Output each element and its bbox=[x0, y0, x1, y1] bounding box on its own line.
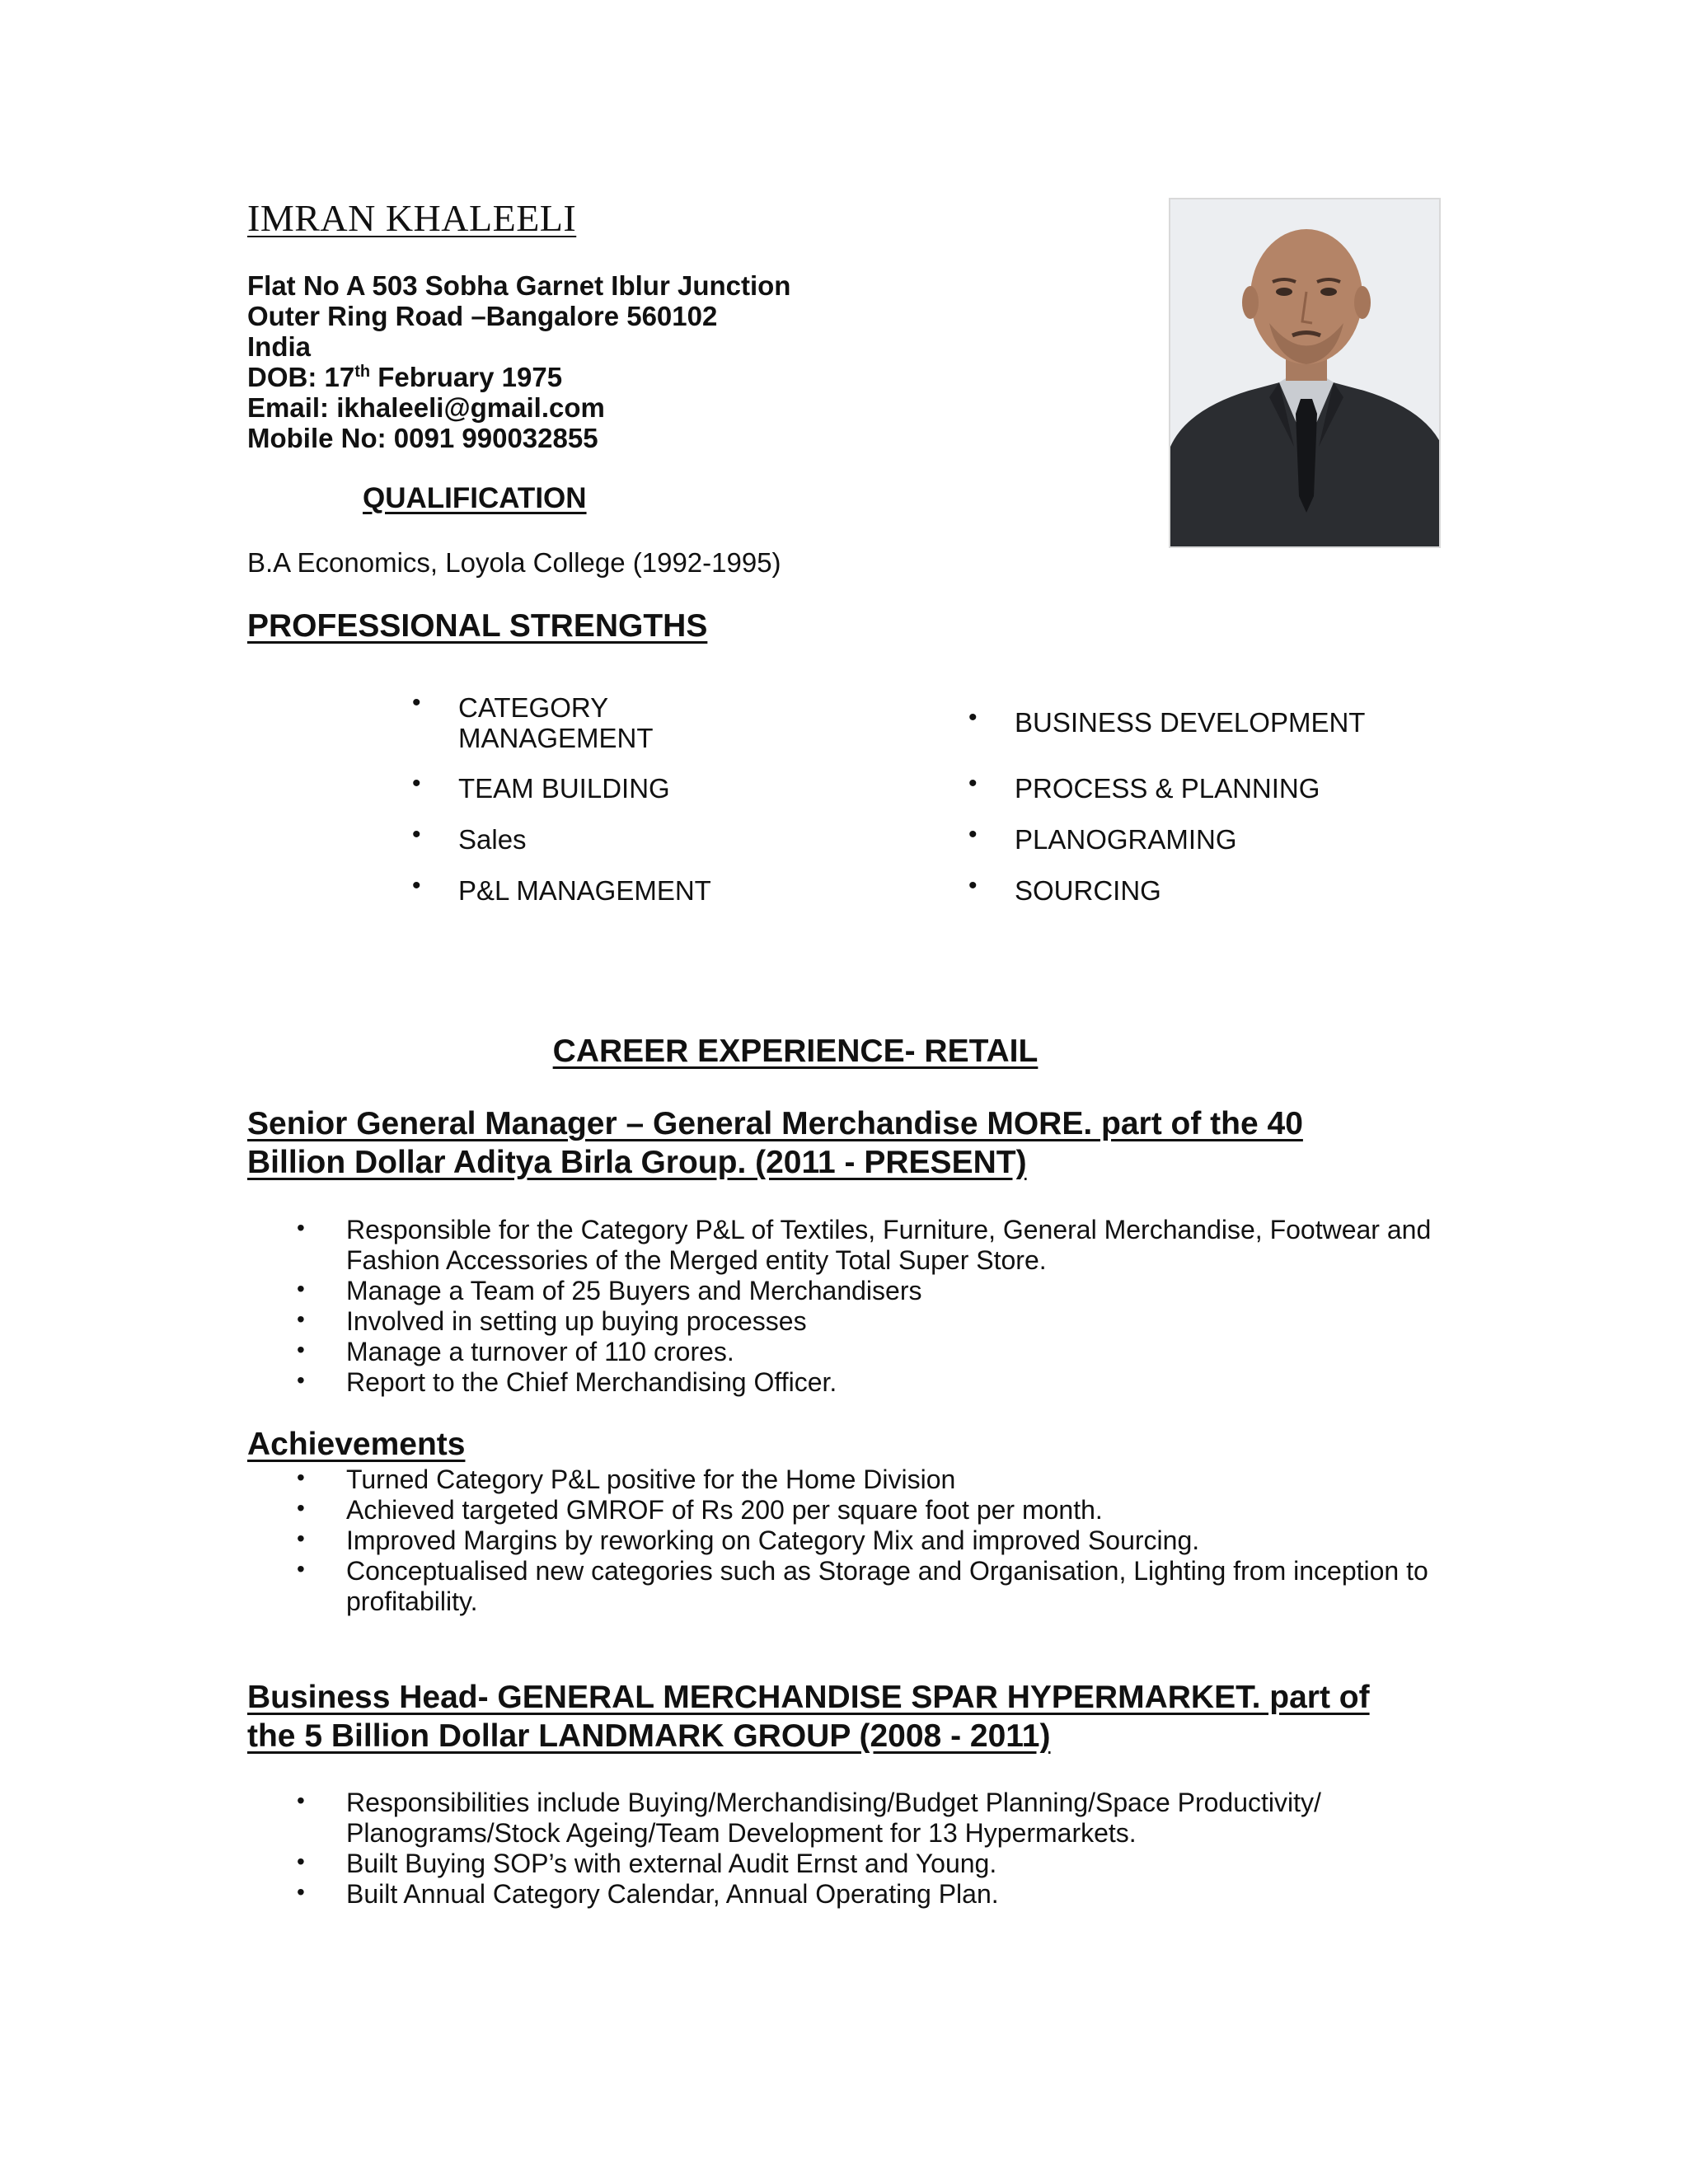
date-of-birth: DOB: 17th February 1975 bbox=[247, 362, 563, 392]
job1-responsibilities bbox=[297, 1215, 1442, 1398]
bullet: • bbox=[968, 770, 978, 797]
achievements-heading: Achievements bbox=[247, 1427, 466, 1462]
bullet: • bbox=[412, 770, 421, 797]
list-item: • Improved Margins by reworking on Category Mix and improved Sourcing. bbox=[346, 1526, 1442, 1556]
job2-responsibilities bbox=[297, 1788, 1442, 1910]
list-item: • Built Buying SOP’s with external Audit Ernst and Young. bbox=[346, 1849, 1442, 1879]
bullet: • bbox=[297, 1306, 305, 1332]
bullet: • bbox=[412, 821, 421, 848]
strength-item: • Sales bbox=[412, 821, 527, 855]
list-item: • Conceptualised new categories such as Storage and Organisation, Lighting from inception to profitability. bbox=[346, 1556, 1442, 1617]
qualification-text: B.A Economics, Loyola College (1992-1995) bbox=[247, 547, 781, 578]
bullet: • bbox=[297, 1465, 305, 1490]
job-title-more: Senior General Manager – General Merchandise MORE. part of the 40 Billion Dollar Aditya Birla Group. (2011 - PRESENT) bbox=[247, 1106, 1303, 1180]
list-item: • Turned Category P&L positive for the Home Division bbox=[346, 1465, 1442, 1495]
mobile-number: Mobile No: 0091 990032855 bbox=[247, 423, 598, 453]
bullet: • bbox=[297, 1276, 305, 1301]
candidate-name: IMRAN KHALEELI bbox=[247, 197, 577, 239]
contact-block bbox=[247, 270, 790, 453]
strength-item: • PROCESS & PLANNING bbox=[968, 770, 1320, 804]
email: Email: ikhaleeli@gmail.com bbox=[247, 392, 605, 423]
bullet: • bbox=[297, 1337, 305, 1362]
achievements-list bbox=[297, 1465, 1442, 1617]
bullet: • bbox=[968, 821, 978, 848]
bullet: • bbox=[968, 704, 978, 731]
bullet: • bbox=[968, 872, 978, 899]
bullet: • bbox=[297, 1788, 305, 1813]
strengths-heading: PROFESSIONAL STRENGTHS bbox=[247, 608, 708, 644]
list-item: • Built Annual Category Calendar, Annual Operating Plan. bbox=[346, 1879, 1442, 1910]
bullet: • bbox=[297, 1879, 305, 1905]
job-title-spar: Business Head- GENERAL MERCHANDISE SPAR HYPERMARKET. part of the 5 Billion Dollar LANDMARK GROUP (2008 - 2011) bbox=[247, 1680, 1370, 1754]
strength-item: • SOURCING bbox=[968, 872, 1161, 906]
profile-photo bbox=[1169, 198, 1441, 548]
list-item: • Manage a Team of 25 Buyers and Merchandisers bbox=[346, 1276, 1442, 1306]
list-item: • Achieved targeted GMROF of Rs 200 per square foot per month. bbox=[346, 1495, 1442, 1526]
qualification-heading: QUALIFICATION bbox=[363, 482, 587, 514]
bullet: • bbox=[297, 1849, 305, 1874]
strength-item: • TEAM BUILDING bbox=[412, 770, 670, 804]
bullet: • bbox=[412, 872, 421, 899]
address-line-2: Outer Ring Road –Bangalore 560102 bbox=[247, 301, 718, 331]
career-heading: CAREER EXPERIENCE- RETAIL bbox=[552, 1033, 1039, 1069]
strength-item: • PLANOGRAMING bbox=[968, 821, 1237, 855]
bullet: • bbox=[297, 1556, 305, 1582]
bullet: • bbox=[297, 1215, 305, 1240]
strength-item: • BUSINESS DEVELOPMENT bbox=[968, 704, 1366, 738]
bullet: • bbox=[297, 1367, 305, 1393]
list-item: • Manage a turnover of 110 crores. bbox=[346, 1337, 1442, 1367]
address-line-1: Flat No A 503 Sobha Garnet Iblur Junction bbox=[247, 270, 791, 301]
list-item: • Involved in setting up buying processes bbox=[346, 1306, 1442, 1337]
country: India bbox=[247, 331, 312, 362]
list-item: • Responsible for the Category P&L of Textiles, Furniture, General Merchandise, Footwear and Fashion Accessories of the Merged entity Total Super Store. bbox=[346, 1215, 1442, 1276]
strength-item: • CATEGORY MANAGEMENT bbox=[412, 689, 654, 753]
list-item: • Report to the Chief Merchandising Officer. bbox=[346, 1367, 1442, 1398]
bullet: • bbox=[297, 1495, 305, 1521]
bullet: • bbox=[297, 1526, 305, 1551]
portrait-image bbox=[1170, 199, 1441, 548]
bullet: • bbox=[412, 689, 421, 716]
list-item: • Responsibilities include Buying/Merchandising/Budget Planning/Space Productivity/ Planograms/Stock Ageing/Team Development for 13 Hypermarkets. bbox=[346, 1788, 1442, 1849]
strength-item: • P&L MANAGEMENT bbox=[412, 872, 711, 906]
